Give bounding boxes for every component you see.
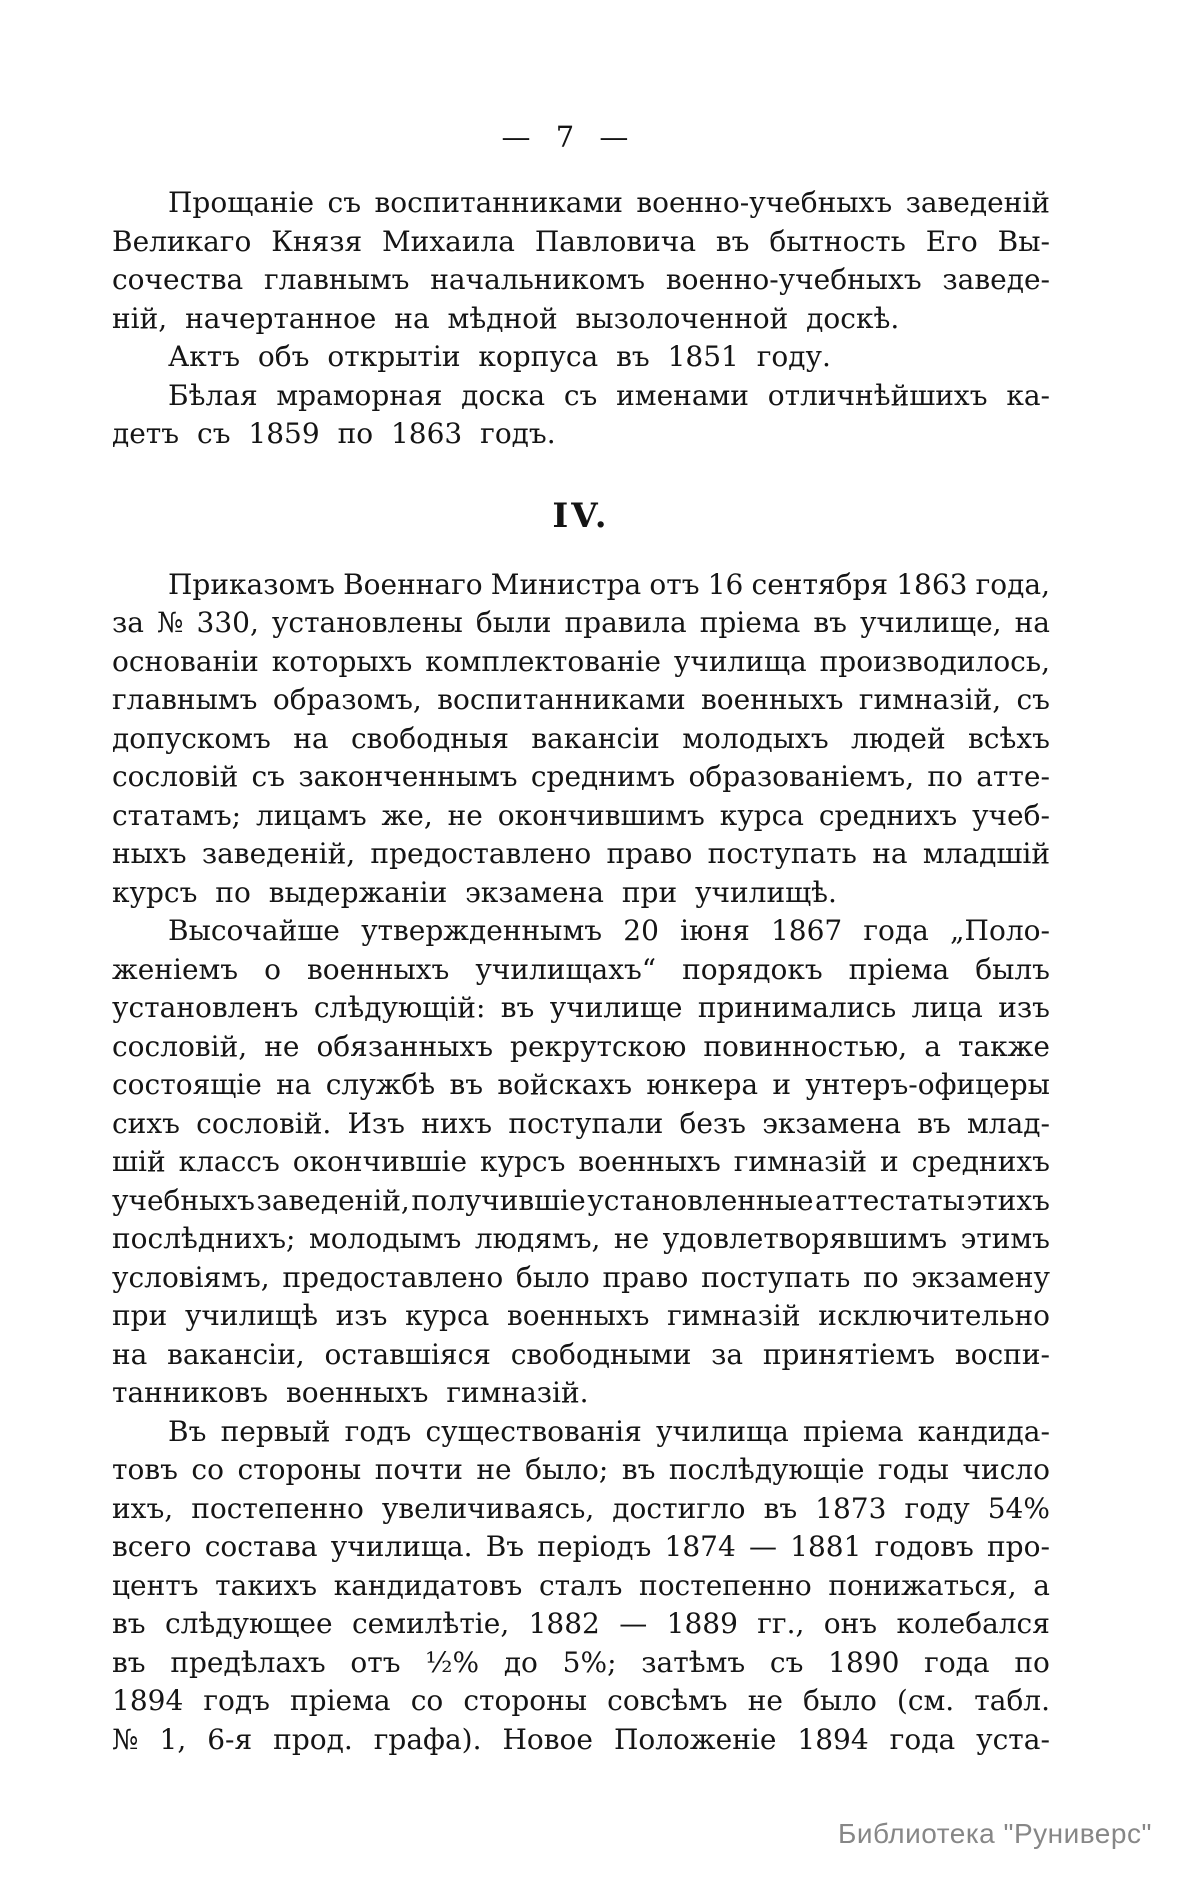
front-paragraphs [112,184,1050,454]
text-line: ній, начертанное на мѣдной вызолоченной доскѣ. [112,301,900,335]
text-line: ихъ, постепенно увеличиваясь, достигло въ 1873 году 54% [112,1491,1050,1525]
text-line: товъ со стороны почти не было; въ послѣдующіе годы число [112,1453,1050,1486]
text-line: Приказомъ Военнаго Министра отъ 16 сентября 1863 года, [168,567,1050,601]
text-line: всего состава училища. Въ періодъ 1874 — 1881 годовъ про- [112,1530,1050,1563]
text-line: № 1, 6-я прод. графа). Новое Положеніе 1894 года уста- [112,1722,1050,1756]
text-line: детъ съ 1859 по 1863 годъ. [112,417,556,450]
text-line: ныхъ заведеній, предоставлено право поступать на младшій [112,837,1050,870]
text-line: 1894 годъ пріема со стороны совсѣмъ не было (см. табл. [112,1684,1050,1717]
section-heading: IV. [552,495,610,536]
text-line: курсъ по выдержаніи экзамена при училищѣ. [112,875,837,909]
text-line: установленъ слѣдующій: въ училище принимались лица изъ [112,991,1050,1024]
library-watermark: Библиотека "Руниверс" [838,1818,1152,1849]
text-line: въ предѣлахъ отъ ½% до 5%; затѣмъ съ 1890 года по [112,1645,1050,1679]
text-line: въ слѣдующее семилѣтіе, 1882 — 1889 гг., онъ колебался [112,1607,1050,1640]
paragraph [112,566,1050,913]
text-line: центъ такихъ кандидатовъ сталъ постепенно понижаться, а [112,1568,1050,1602]
text-line: за № 330, установлены были правила пріема въ училище, на [112,606,1050,639]
text-line: условіямъ, предоставлено было право поступать по экзамену [112,1260,1050,1294]
text-line: послѣднихъ; молодымъ людямъ, не удовлетворявшимъ этимъ [112,1222,1050,1255]
body-paragraphs [112,566,1050,1760]
text-block [112,184,1050,1759]
text-line: шій классъ окончившіе курсъ военныхъ гимназій и среднихъ [112,1145,1050,1178]
text-line: сословій съ законченнымъ среднимъ образованіемъ, по атте- [112,760,1050,793]
text-line: допускомъ на свободныя вакансіи молодыхъ людей всѣхъ [112,721,1050,755]
paragraph [112,338,1050,377]
text-line: танниковъ военныхъ гимназій. [112,1376,589,1409]
page-number: — 7 — [501,120,629,154]
text-line: Въ первый годъ существованія училища пріема кандида- [168,1414,1050,1448]
text-line: сочества главнымъ начальникомъ военно-учебныхъ заведе- [112,263,1050,296]
text-line: состоящіе на службѣ въ войскахъ юнкера и унтеръ-офицеры [112,1068,1050,1101]
paragraph [112,184,1050,338]
paragraph [112,377,1050,454]
text-line: Прощаніе съ воспитанниками военно-учебныхъ заведеній [168,186,1050,219]
text-line: сословій, не обязанныхъ рекрутскою повинностью, а также [112,1029,1050,1063]
text-line: Бѣлая мраморная доска съ именами отличнѣйшихъ ка- [168,378,1050,412]
text-line: статамъ; лицамъ же, не окончившимъ курса среднихъ учеб- [112,798,1050,832]
text-line: основаніи которыхъ комплектованіе училища производилось, [112,644,1050,678]
text-line: учебныхъ заведеній, получившіе установленные аттестаты этихъ [112,1183,1050,1217]
text-line: при училищѣ изъ курса военныхъ гимназій исключительно [112,1299,1050,1332]
text-line: Высочайше утвержденнымъ 20 іюня 1867 года „Поло- [168,914,1050,947]
text-line: сихъ сословій. Изъ нихъ поступали безъ экзамена въ млад- [112,1106,1050,1140]
text-line: Актъ объ открытіи корпуса въ 1851 году. [168,340,831,373]
text-line: главнымъ образомъ, воспитанниками военныхъ гимназій, съ [112,683,1050,716]
text-line: женіемъ о военныхъ училищахъ“ порядокъ пріема былъ [112,952,1050,986]
text-line: Великаго Князя Михаила Павловича въ бытность Его Вы- [112,224,1050,258]
paragraph [112,912,1050,1413]
paragraph [112,1413,1050,1760]
text-line: на вакансіи, оставшіяся свободными за принятіемъ воспи- [112,1337,1050,1371]
